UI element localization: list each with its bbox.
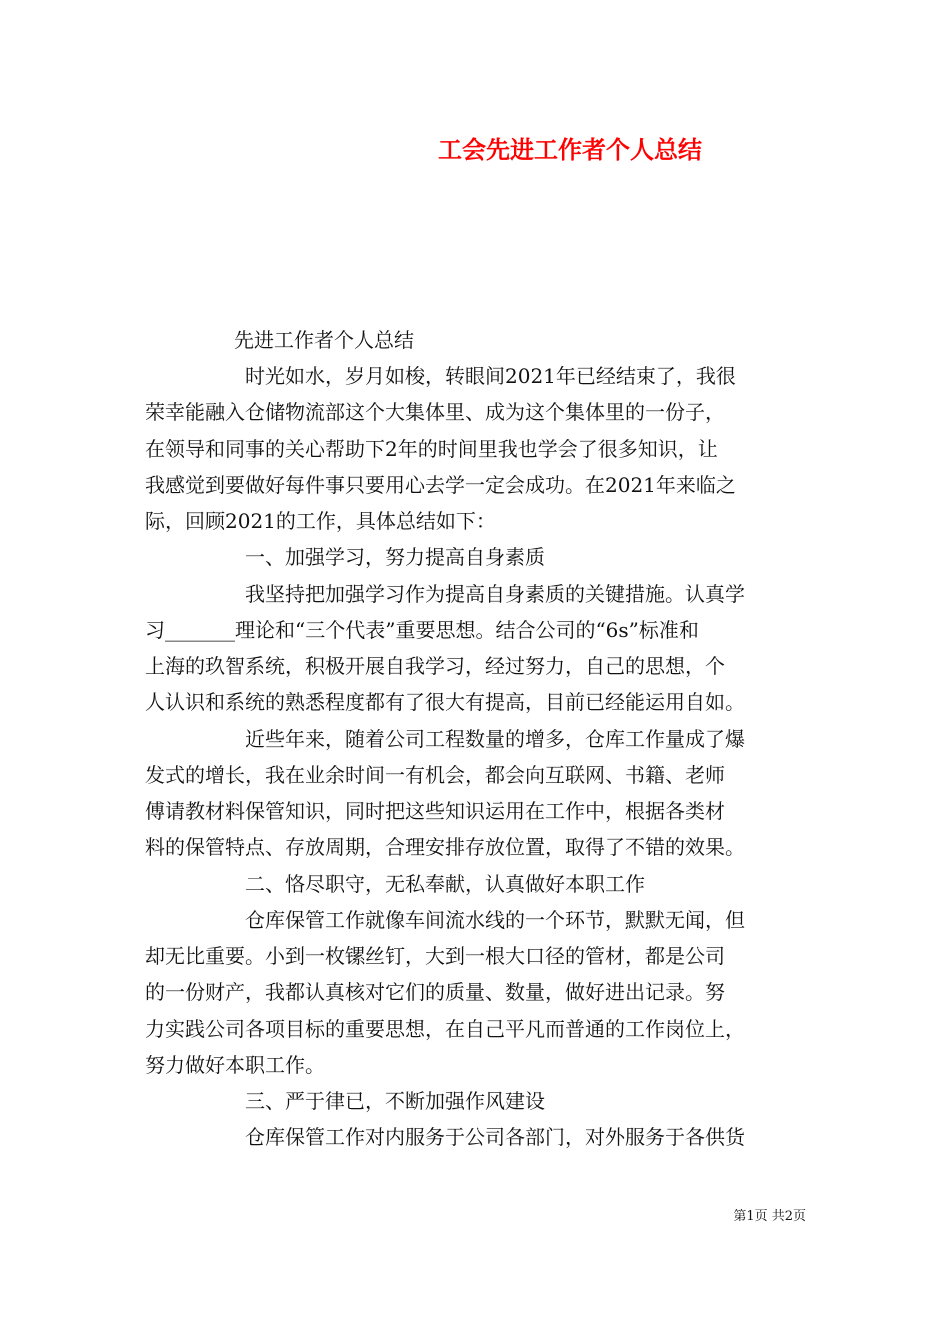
text-line: 傅请教材料保管知识，同时把这些知识运用在工作中，根据各类材 [145,799,725,823]
document-body [145,358,807,1156]
text-line: 人认识和系统的熟悉程度都有了很大有提高，目前已经能运用自如。 [145,690,745,715]
text-line: 三、严于律已，不断加强作风建设 [245,1089,545,1113]
document-subtitle: 先进工作者个人总结 [234,328,414,352]
text-line: 力实践公司各项目标的重要思想，在自己平凡而普通的工作岗位上， [145,1016,745,1041]
text-line: 的一份财产，我都认真核对它们的质量、数量，做好进出记录。努 [145,980,725,1005]
text-line: 近些年来，随着公司工程数量的增多，仓库工作量成了爆 [245,726,745,751]
text-line: 我坚持把加强学习作为提高自身素质的关键措施。认真学 [245,581,745,606]
document-title: 工会先进工作者个人总结 [438,135,702,164]
text-line: 荣幸能融入仓储物流部这个大集体里、成为这个集体里的一份子， [145,400,725,425]
text-line: 仓库保管工作对内服务于公司各部门，对外服务于各供货 [245,1125,745,1150]
text-line: 时光如水，岁月如梭，转眼间2021年已经结束了，我很 [245,364,736,388]
text-line: 却无比重要。小到一枚镙丝钉，大到一根大口径的管材，都是公司 [145,944,725,968]
text-line: 努力做好本职工作。 [145,1052,325,1077]
text-line: 际，回顾2021的工作，具体总结如下： [145,509,496,533]
text-line: 二、恪尽职守，无私奉献，认真做好本职工作 [245,871,645,896]
text-line: 习_______理论和“三个代表”重要思想。结合公司的“6s”标准和 [145,617,699,642]
text-line: 仓库保管工作就像车间流水线的一个环节，默默无闻，但 [245,907,745,932]
text-line: 一、加强学习，努力提高自身素质 [245,545,545,570]
text-line: 料的保管特点、存放周期，合理安排存放位置，取得了不错的效果。 [145,835,745,860]
text-line: 我感觉到要做好每件事只要用心去学一定会成功。在2021年来临之 [145,472,736,497]
page-footer: 第1页 共2页 [733,1209,806,1224]
text-line: 发式的增长，我在业余时间一有机会，都会向互联网、书籍、老师 [145,762,725,787]
text-line: 上海的玖智系统，积极开展自我学习，经过努力，自己的思想，个 [145,654,725,678]
text-line: 在领导和同事的关心帮助下2年的时间里我也学会了很多知识，让 [145,436,718,461]
